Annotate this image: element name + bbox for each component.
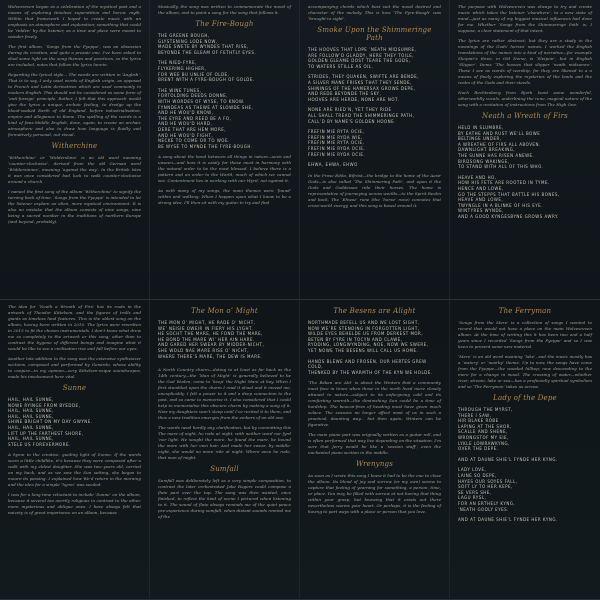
- panel-ferryman: [450, 300, 600, 600]
- lyrics-block: AND AT DAUNE SHIE’L FYNDE HER KYNG.: [458, 517, 558, 523]
- prose-paragraph: The words need hardly any clarification, but by committing this The mare of night, ho rode at night, with neither word nor fyrd ’nor light. He sought the mare, he found the mare, he bound the mare with her own hair. And made her swear, by middle-night, she would no more ride at night. Where once he rode, that man of might.: [158, 425, 291, 461]
- prose-paragraph: In the Prose Edda, Bifröst—the bridge to the home of the Aesir Gods—is also called ‘The Shimmering Path’, and upon it the Gods and Goddesses ride their horses. The home is representative of journeying across worlds—to the Spirit Realm and back. The ‘Ehwaz’ rune (the ‘horse’ rune) connotes that cross-world energy, and this song is based around it.: [308, 172, 441, 208]
- lyrics-block: FREFIN MIE RYTA OCIE, FREFIN MIE RYDA WIE, FREFIN MIE RYTA OCIE, FREFIN MIE RYDA OCIE, FREFIN MIE RYDA OCIE.: [308, 129, 366, 157]
- section-title: Smoke Upon the Shimmeringe Path: [317, 26, 432, 42]
- prose-paragraph: Sumfall was deliberately left as a very simple composition, to contrast the later orchestrated Jake Rogers could compose a flute part over the top. The song was then wanted, once finished, to reflect the kind of scene I pictured when listening to it. The sound of flute always reminds me of the quiet peace pre-experience during sumfall, when distant sounds remind me of the: [158, 478, 291, 520]
- lyrics-block: NONE ARE RIED’N, YET THEY RIDE ALL SHALL TREAD THE SHIMMERINGE PATH, CALL’D BY NAME'S GOLDEN HOONE.: [308, 107, 415, 124]
- prose-paragraph: As with many of my songs, the main themes were ‘found’ within and walking. When I happen upon what I know to be a strong idea, I'll then sit with my guitar to try and find: [158, 188, 291, 206]
- section-title: Witherchine: [51, 142, 98, 150]
- prose-paragraph: ‘Witherchine’ or ‘Widdershins’ is an old word meaning ‘counter-clockwise’, derived from the old German word ‘Widdersinnes’, meaning ‘against the way’. In the British Isles it was once considered bad luck to walk counter-clockwise around a church.: [8, 155, 141, 184]
- panel-smoke: [300, 0, 450, 300]
- prose-paragraph: I named the first song of the album ‘Witherchine’ to signify the turning back of time. ‘Songs from the Pyeppe’ is intended to let the listener explore an alien, more mystical environment. It is also no mistake that the album consists of nine songs; nine being a sacred number in the traditions of northern Europe (and beyond, probably).: [8, 189, 141, 224]
- lyrics-block: HAIL, HAIL SUNNE, NOWE RYINGE FROM BYEDDE, HAIL, HAIL SUNNE, HAIL, HAIL SUNNE, SHINE BRIGHT ON MY DAY GWYNE. HAIL, HAIL SUNNE, LIFT UP THE FARTHEST SHORE, HAIL, HAIL SUNNE, STELE US FOREVERMORE.: [8, 397, 93, 447]
- prose-paragraph: Another late addition to the song was the extensive synthesizer sections, composed and performed by Gonardo, whose ability to conjure—in my opinion—very Kittelsen-esque soundscapes, made his involvement here vital.: [8, 356, 141, 379]
- prose-paragraph: The first album, ‘Songs from the Pyeppe’, was an obsession during its creation, and quite a prosaic one. I've been asked to shed some light on the song themes and practices, so the lyrics are included, notes that follow the lyrics herein.: [8, 44, 141, 67]
- prose-paragraph: Musically, the song was written to commemorate the mood of the album, and to paint a song for the song that follows it.: [158, 4, 291, 15]
- panel-fire-bough: [150, 0, 300, 300]
- prose-paragraph: A North Country charm—dating to at least as far back as the 14th century—the ‘Man of Might’ is generally believed to be the God Woden, come to ‘keep’ the Night Mare at bay. When I first stumbled upon the charm I read it aloud and it moved me, unexplicably. I felt a power to it and a deep connection to the past, and so came to memorise it. I also considered that I could help to memorialise this obscure charm by making a song of it. Now my daughters won’t sleep until I’ve recited it to them, and thus a new tradition emerges from the embers of an old one.: [158, 367, 291, 421]
- panel-sunne: [0, 300, 150, 600]
- prose-paragraph: accompanying chords which best suit the mood desired and character of the melody. This is how ‘The Fyre-Bough’ was ‘brought to sight’.: [308, 4, 441, 21]
- prose-paragraph: A hymn to the creative, guiding light of Sunne. If the words seem a little childlike, it’s because they were composed after a walk with my eldest daughter. She was two years old, carried on my back, and as we saw the Sun setting, she began to mourn its passing. I explained how We’d return in the morning and the idea for a simple ‘hymn’ was seeded.: [8, 452, 141, 488]
- section-title: The Mon o’ Might: [191, 307, 258, 315]
- prose-paragraph: The purpose with Wolvesreven was always to try and create music which takes the listener ‘elsewhere’, to a new state of mind—just as many of my biggest musical influences had done for me. Whether ‘Songs from the Shimmeringe Path’ is, I suppose, a clear statement of that intent.: [458, 4, 592, 33]
- section-title: Sumfall: [210, 465, 239, 474]
- lyrics-block: HANDS BLEWE AND FROSEN, OUR HERTES GREW COLD, THENKED BY THE WARMTH OF THE KYN WE HOLDE.: [308, 358, 433, 375]
- lyrics-block: THE GREENE BOUGH, GLYSTENING LODE NOW, MADE SWETE BY WYNDES THAT RISE, BEYONDE THE GLEAM OF FETHTLY EYES.: [158, 33, 257, 55]
- panel-moon: [150, 300, 300, 600]
- panel-besens: [300, 300, 450, 600]
- prose-paragraph: Wolvesreven began as a celebration of the mystical past and a means of exploring timeless superstition and heroic myth. Within that framework I hoped to create music with an emphasis on atmosphere and exploration; something that could be ‘ridden’ by the listener, as a time and place were meant to wander freely.: [8, 4, 141, 39]
- prose-paragraph: ‘Songs from the Mere’ is a collection of songs I wanted to record that would not have a place on the main Wolvesreven album. At the time of writing this it has been two and a half years since I recorded ‘Songs from the Pyeppe’ and so I was keen to present some new material.: [458, 320, 592, 349]
- prose-paragraph: Nach Rechtsuberg from Bjork Isant some wonderful, otherworldly vocals, underlining the rune, magical nature of the song with a recitation of instructions from The High One.: [458, 90, 592, 107]
- prose-paragraph: I was for a long time reluctant to include ‘Sunne’ on the album, because it several too overtly religious in contrast to the other, more mysterious and oblique ones. I have always felt that naivety is of great importance on an album, because: [8, 492, 141, 516]
- lyrics-block: THE MON O’ MIGHT, HE RADE O’ NICHT, WE’ NEISIE OWEIR IN FIERY HIS LYGHT. HE SOCHT THE MARE, HE FOND THE MARE, HE BOND THE MARE WI’ HER AIN HARE. AND GARED HER SWEAR BY MIDDER-NICHT, SHE WOLD NAE MARE RISE O’ NICHT, WHERE THERE’S MARE, THE DEW IS MARE.: [158, 320, 265, 359]
- prose-paragraph: As soon as I wrote this song I knew it had to be the one to close the album. Its blend of joy and sorrow (or my own) seems to capture that feeling of yearning for something, a person, time, or place. You may be filled with sorrow at not having that thing within your grasp, but knowing that it exists out there nevertheless warms your heart. Or perhaps, it is the feeling of having to part ways with a place or person that you love.: [308, 473, 441, 515]
- prose-paragraph: The main piano part was originally written as a guitar roll, and is often performed that way live depending on the situation. I’m sure that Jerry would be like a ‘session staff’, even the unchanted piano section in the middle.: [308, 432, 441, 456]
- lyrics-block: AND AT DAUNE SHIE’L FYNDE HER KYNG.: [458, 456, 558, 462]
- lyrics-block: THROUGH THE MYRST, THERE I SAW, HIR BLAKE ROBE LAPING AT THE SHOR, SCALLE AND SHENE, WRONGSTOF MY EIE, LYKLE LOWRAWKYNG, OVER THE DEPE.: [458, 407, 513, 452]
- section-title: Lady of the Depe: [493, 394, 557, 402]
- lyrics-block: EHWA, EHWA, EHWO: [308, 162, 358, 168]
- prose-paragraph: ‘The Beken are Alit’ is about the Winters that a community must face in times when those in the north lived more closely attuned to nature—subject to its unforgiving cold and its comforting warmth—the diminishing Sun could be a time of hardship. The beacon-fires of heading must have given much solace. The seasons no longer affect most of us in such a practical, daunting way... but then again, Winters can be figurative.: [308, 380, 441, 428]
- prose-paragraph: ‘Mere’ is an old word meaning ‘lake’, and the music mostly has a ‘watery’ or ‘nearby’ theme. Up to now, the songs have come from the Pyeppe—the wooded hilltop; now descending to the mere for a change in mood. The crossing of water—whether river, stream, lake or sea—has a profoundly spiritual symbolism and so ‘The Ferryman’ takes us across.: [458, 354, 592, 389]
- section-title: The Ferryman: [498, 307, 552, 315]
- panel-purpose: [450, 0, 600, 300]
- lyrics-block: LADY LOVE, LAINE SO DEPE, HAYES OUR SOYES FALL, SOFT LY TO HER KEPE, SE VERS SHE, LAGU RYSL, FOR AN ERTHELY KYNG, ’NEATH GODLY EYES.: [458, 467, 518, 512]
- lyrics-block: HEAVE AND HO, HOW HIS FETE ARE ROOTED IN TYME. HENCE AND LOWE, GO THE STEPPS THAT BATTLE HIS BONES, HEAVE AND LOWE, TWYNGLE IN A BLINKE OF HIS EYE. WINTYRES WYNDE, AND A GOOD KYNGESBYNE GROWS AWRY.: [458, 174, 560, 219]
- prose-paragraph: The lyrics are rather abstract, but they are a study in the meanings of the Gods' horses' names. I worked the English translations of the names into a kind of narrative—for example Sleipnir's three, in Old Norse, is ‘Sleipnir’, but in English ‘Slipper’. Items ‘The hooves that slipper ’neath midsumre’. These I see as words of worship, for they are likened to a a means of finely exploring the mysteries of the lands and the realm of the Gods and their steeds.: [458, 38, 592, 85]
- lyrics-block: HELD IN SLUMBRE, BY EATHE AND RUST WE’LL BOWE BELTINGE UNDER, A WREATHE OF FIRS ALL ABOVEN. DAWNLIGHT BREAKING, THE SUNNE HAS RISEN ANEWE. BIRDSONG WAKINGE, TO STAND WITH ALL OF THIS WHO.: [458, 125, 544, 170]
- lyrics-block: STRIDES, THEY QUAKEN, SWIFTE ARE BENDE, A SILVER MANE FRISKS THAT THEY SENDE, SHININGS OF THE HAMERSAX GROWE DEPE, AND REDE BEYONDE THE SKY, HOOVES ARE HERDE, NONE ARE NOT.: [308, 74, 419, 102]
- panel-intro: [0, 0, 150, 300]
- lyrics-block: THE WINE TUNES, FORTOLDING DEEDS DONNE, WITH WORDES OF WYSE, TO KNOW. FYNNDEAS AS THEWE AT SLOWDE SHE, AND HE WOU'D KNOW, THE EYRE AND REED BE A FO, AND HE WOU'D HARD, DERE THAT ARE HEM MORE, AND HE WOU'D FIGHT, NECKE TO COME OR TO WOE. BE WYSE TO MYNDE THE FYRE-BOUGH.: [158, 87, 254, 149]
- section-title: The Fire-Bough: [195, 20, 254, 28]
- section-title: Wrenyngs: [355, 460, 393, 469]
- lyrics-block: NORTHMADE BEFELL US AND WE LOST SIGHT, NOW WE’RE STENDING IN FORGOTTEN LIGHT, WILDE EYES BEHELDE US FROM DERKEST MOR, BETEN BY FYRE IN TOCYN AND CLAWE, RYDDING, LONGWYNDING, NOE, NOW WE SWERE, YET NOWE THE BESENS WILL CALL US HOME.: [308, 320, 429, 353]
- section-title: Neath a Wreath of Firs: [482, 112, 568, 120]
- section-title: Sunne: [62, 384, 87, 392]
- lyrics-block: THE HOOVES THAT LOPE ’NEATH MIDSUMRE, ARE FOLLOW’D GLADDY, HERE THEY TOILE, GOLDEN GLEAME DOST TEARE THE GODS, TO WATERS STILLE AS OIL.: [308, 47, 417, 69]
- section-title: The Besens are Alight: [333, 307, 416, 315]
- lyrics-block: THE NIED-FYRE, FLYKERING HIGHER, FOR WEE BU UNLIE OF OLDE, BRENT WITH A FYRE-BOUGH OF GOLDE.: [158, 60, 255, 83]
- prose-paragraph: A song about the bond between all things in nature—seen and unseen—and how it is easily for these most in harmony with the natural order to be the most blessed. I believe there is a pattern and an order to the World, much of which we cannot see. Contentment lies in working with our Wyrd, not against it.: [158, 154, 291, 184]
- prose-paragraph: Regarding the lyrical style... The words are written in ‘Anglish’. That is to say, I only used words of English origin, as opposed to French and Latin derivatives which are used commonly in modern English. This should not be considered as some form of ‘anti-foreign’ principle. Rather, I felt that this approach would give the lyrics a unique, archaic feeling, to dredge up the blood-soaked Earth of old England, before industrialisation, empire and allegiance to Rome. The spelling of the words is a kind of faux-Middle English, done, again, to create an archaic atmosphere and also to draw how language is fluidly and formatively personal, not visual.: [8, 72, 141, 137]
- prose-paragraph: The idea for ‘Neath a Wreath of Firs’ has its roots in the artwork of Theodor Kittelsen, and the figures of trolls and giants as timeless land features. This is the oldest song on the album, having been written in 2010. The lyrics were rewritten in 2015 to fit the chosen instrumentals. I don't know what drew me so completely to the artwork or this song; other than to contrast the bygone of different beings and imagine what it would be like to see a civilisation rise and fall before our eyes.: [8, 304, 141, 351]
